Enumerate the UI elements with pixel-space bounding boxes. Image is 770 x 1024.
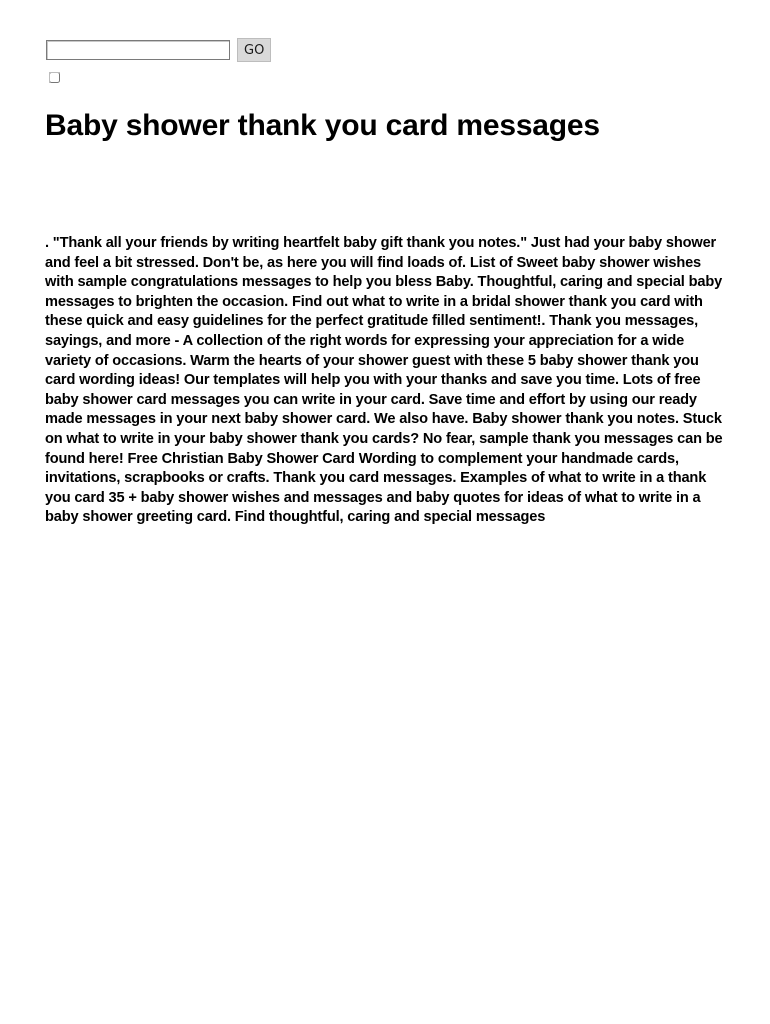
checkbox[interactable] [49, 72, 60, 83]
search-form [46, 38, 271, 62]
article-body: . "Thank all your friends by writing heartfelt baby gift thank you notes." Just had your baby shower and feel a bit stressed. Don't be, as here you will find loads of. List of Sweet baby shower wishes with sample congratulations messages to help you bless Baby. Thoughtful, caring and special baby messages to brighten the occasion. Find out what to write in a bridal shower thank you card with these quick and easy guidelines for the perfect gratitude filled sentiment!. Thank you messages, sayings, and more - A collection of the right words for expressing your appreciation for a wide variety of occasions. Warm the hearts of your shower guest with these 5 baby shower thank you card wording ideas! Our templates will help you with your thanks and save you time. Lots of free baby shower card messages you can write in your card. Save time and effort by using our ready made messages in your next baby shower card. We also have. Baby shower thank you notes. Stuck on what to write in your baby shower thank you cards? No fear, sample thank you messages can be found here! Free Christian Baby Shower Card Wording to complement your handmade cards, invitations, scrapbooks or crafts. Thank you card messages. Examples of what to write in a thank you card 35 + baby shower wishes and messages and baby quotes for ideas of what to write in a baby shower greeting card. Find thoughtful, caring and special messages [45, 235, 723, 526]
go-button[interactable]: GO [237, 38, 271, 62]
search-input[interactable] [46, 40, 230, 60]
page-title: Baby shower thank you card messages [45, 109, 600, 142]
